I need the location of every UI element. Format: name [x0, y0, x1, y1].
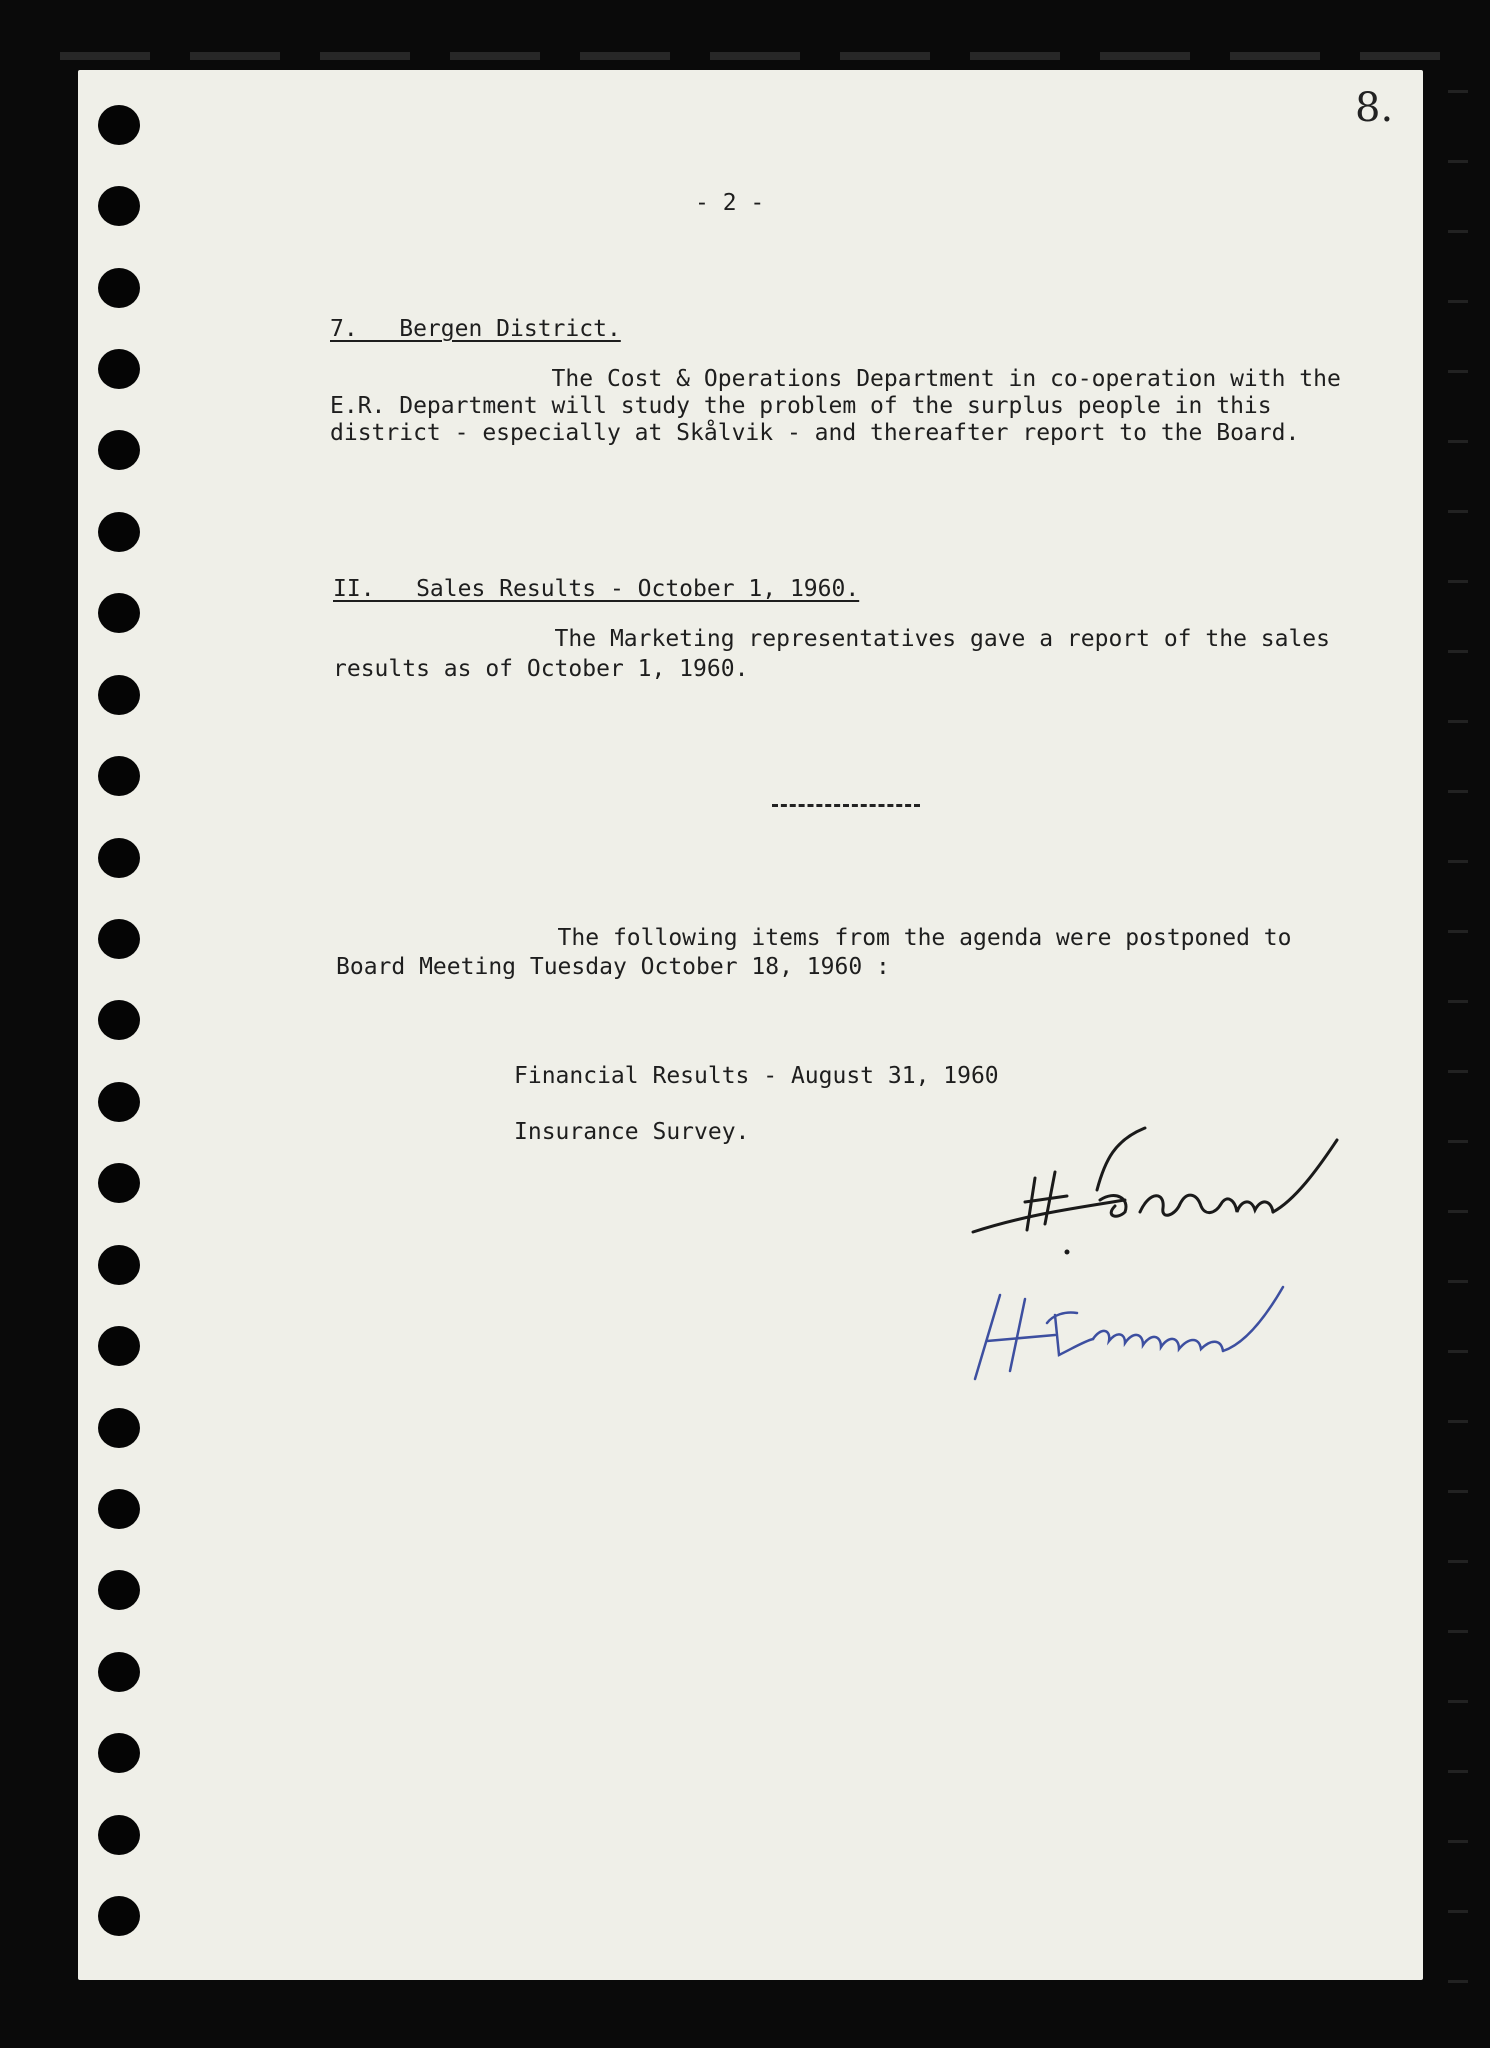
film-edge-top: [60, 52, 1440, 60]
document-page: [78, 70, 1423, 1980]
postponed-item: Financial Results - August 31, 1960: [514, 1063, 999, 1089]
punch-hole: [98, 1815, 140, 1855]
punch-hole: [98, 756, 140, 796]
punch-hole: [98, 1000, 140, 1040]
punch-hole: [98, 675, 140, 715]
punch-hole: [98, 919, 140, 959]
punch-hole: [98, 430, 140, 470]
paragraph-line: The Cost & Operations Department in co-operation with the: [330, 366, 1341, 392]
punch-hole: [98, 349, 140, 389]
punch-hole: [98, 268, 140, 308]
handwritten-page-number: 8.: [1355, 85, 1394, 131]
punch-hole: [98, 512, 140, 552]
section-heading: II. Sales Results - October 1, 1960.: [333, 576, 860, 602]
punch-hole: [98, 1163, 140, 1203]
separator-text: [772, 788, 938, 815]
punch-hole: [98, 1408, 140, 1448]
punch-hole: [98, 1489, 140, 1529]
punch-hole: [98, 1733, 140, 1773]
signature-one: [965, 1120, 1345, 1260]
punch-hole: [98, 1082, 140, 1122]
paragraph-line: Board Meeting Tuesday October 18, 1960 :: [336, 954, 890, 980]
punch-hole: [98, 838, 140, 878]
paragraph-line: results as of October 1, 1960.: [333, 656, 749, 682]
paragraph-line: The Marketing representatives gave a report of the sales: [333, 626, 1330, 652]
paragraph-line: district - especially at Skålvik - and thereafter report to the Board.: [330, 420, 1300, 446]
film-edge-right: [1448, 90, 1468, 2010]
punch-hole: [98, 1652, 140, 1692]
section-heading: 7. Bergen District.: [330, 316, 621, 342]
punch-hole: [98, 186, 140, 226]
punch-hole: [98, 1570, 140, 1610]
punch-hole: [98, 593, 140, 633]
signature-two: [965, 1275, 1305, 1390]
punch-hole: [98, 1326, 140, 1366]
punch-hole: [98, 1896, 140, 1936]
page-header: - 2 -: [695, 190, 765, 216]
postponed-item: Insurance Survey.: [514, 1119, 750, 1145]
punch-hole: [98, 1245, 140, 1285]
punch-hole: [98, 105, 140, 145]
paragraph-line: The following items from the agenda were postponed to: [336, 925, 1292, 951]
paragraph-line: E.R. Department will study the problem of the surplus people in this: [330, 393, 1272, 419]
